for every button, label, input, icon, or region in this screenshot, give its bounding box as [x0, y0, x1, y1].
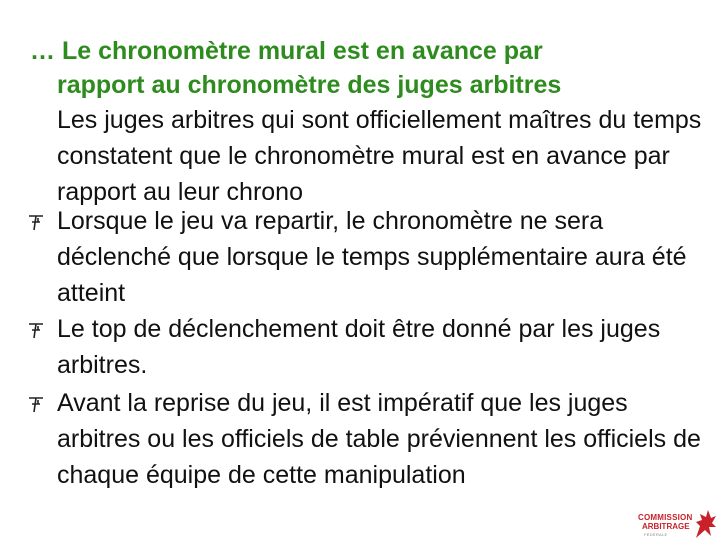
bullet-text: Le top de déclenchement doit être donné par les juges arbitres. [57, 315, 661, 379]
logo-text-line-3: FÉDÉRALE [644, 532, 668, 537]
bullet-item [26, 311, 706, 383]
commission-logo [634, 508, 720, 540]
figure-bullet-icon [26, 213, 46, 233]
heading-line-2: rapport au chronomètre des juges arbitres [57, 71, 562, 99]
bullet-item [26, 203, 706, 311]
bullet-text: Avant la reprise du jeu, il est impératif que les juges arbitres ou les officiels de table préviennent les officiels de chaque équipe de cette manipulation [57, 389, 701, 489]
dragon-logo-icon [692, 508, 718, 540]
logo-text-line-2: ARBITRAGE [642, 522, 690, 531]
heading-line-1: … Le chronomètre mural est en avance par [30, 37, 543, 65]
figure-bullet-icon [26, 395, 46, 415]
slide-heading [30, 34, 700, 102]
intro-paragraph: Les juges arbitres qui sont officiellement maîtres du temps constatent que le chronomètre mural est en avance par rapport au leur chrono [57, 106, 702, 206]
bullet-text: Lorsque le jeu va repartir, le chronomètre ne sera déclenché que lorsque le temps supplémentaire aura été atteint [57, 207, 687, 307]
figure-bullet-icon [26, 321, 46, 341]
bullet-item [26, 385, 706, 493]
logo-text-line-1: COMMISSION [638, 513, 693, 522]
